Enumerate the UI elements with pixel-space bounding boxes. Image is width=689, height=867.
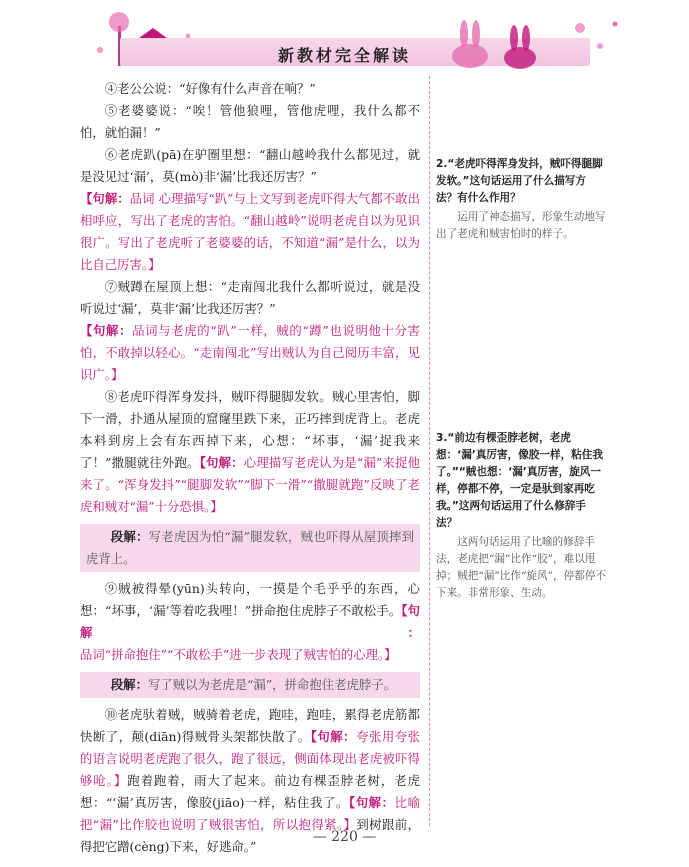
page-header	[0, 0, 689, 80]
summary-label: 段解：	[110, 677, 148, 692]
paragraph-10-text-b: 跑着跑着，雨大了起来。前边有棵歪脖老树，老虎想：“‘漏’真厉害，像胶(jiāo)一样，粘住我了。	[80, 773, 420, 810]
note-text: 品词 心理描写“趴”与上文写到老虎吓得大气都不敢出相呼应，写出了老虎的害怕。“翻山越岭”说明老虎自以为见识很广。写出了老虎听了老婆婆的话，不知道“漏”是什么，以为比自己厉害。】	[80, 191, 421, 272]
side-question-2	[436, 156, 606, 243]
note-tag: 【句解：	[199, 455, 244, 470]
paragraph-summary-1	[80, 524, 420, 572]
question-text: 3.“前边有棵歪脖老树，老虎想：‘漏’真厉害，像胶一样，粘住我了。”“贼也想：‘漏’真厉害，旋风一样，停都不停，一定是驮到家再吃我。”这两句话运用了什么修辞手法？	[436, 432, 603, 529]
note-text: 夸张用夸张的语言说明老虎跑了很久，跑了很远，侧面体现出老虎被吓得够呛。】	[80, 729, 420, 788]
paragraph-8	[80, 386, 420, 518]
main-text-column	[80, 78, 420, 858]
question-text: 2.“老虎吓得浑身发抖，贼吓得腿脚发软。”这句话运用了什么描写方法？有什么作用？	[436, 158, 603, 204]
note-text: 比喻把“漏”比作胶也说明了贼很害怕，所以抱得紧。】	[80, 795, 421, 832]
note-text: 品词“拼命抱住”“不敢松手”进一步表现了贼害怕的心理。】	[80, 647, 397, 662]
answer-text: 运用了神态描写，形象生动地写出了老虎和贼害怕时的样子。	[436, 211, 606, 240]
paragraph-6: ⑥老虎趴(pā)在驴圈里想：“翻山越岭我什么都见过，就是没见过‘漏’，莫(mò)非‘漏’比我还厉害？”	[80, 147, 420, 184]
paragraph-5: ⑤老婆婆说：“唉！管他狼哩，管他虎哩，我什么都不怕，就怕漏！”	[80, 103, 420, 140]
paragraph-9	[80, 578, 420, 666]
sentence-note-2	[80, 320, 420, 386]
book-title: 新教材完全解读	[277, 46, 411, 65]
column-divider	[429, 76, 430, 826]
paragraph-10-text-c: 到树跟前，得把它蹭(cèng)下来，好逃命。”	[80, 817, 421, 854]
paragraph-7: ⑦贼蹲在屋顶上想：“走南闯北我什么都听说过，就是没听说过‘漏’，莫非‘漏’比我还厉害？”	[80, 279, 420, 316]
paragraph-4: ④老公公说：“好像有什么声音在响？”	[104, 81, 316, 96]
note-tag: 【句解：	[80, 323, 133, 338]
note-tag: 【句解：	[348, 795, 395, 810]
summary-label: 段解：	[110, 529, 149, 544]
summary-text: 写老虎因为怕“漏”腿发软，贼也吓得从屋顶摔到虎背上。	[86, 529, 415, 566]
paragraph-9-text: ⑨贼被得晕(yūn)头转向，一摸是个毛乎乎的东西，心想：“坏事，‘漏’等着吃我哩！”拼命抱住虎脖子不敢松手。	[80, 581, 420, 618]
page-number: — 220 —	[312, 829, 377, 845]
side-question-3	[436, 430, 606, 602]
answer-text: 这两句话运用了比喻的修辞手法，老虎把“漏”比作“胶”，难以甩掉；贼把“漏”比作“旋风”，停都停不下来。非常形象、生动。	[436, 536, 606, 599]
note-tag: 【句解：	[310, 729, 357, 744]
note-tag: 【句解：	[80, 191, 130, 206]
bunny-decoration	[440, 6, 630, 74]
paragraph-summary-2	[80, 672, 420, 698]
paragraph-10-text-a: ⑩老虎驮着贼，贼骑着老虎，跑哇，跑哇，累得老虎筋都快断了，颠(diān)得贼骨头架都快散了。	[80, 707, 420, 744]
sentence-note-1	[80, 188, 420, 276]
note-text: 品词与老虎的“趴”一样，贼的“蹲”也说明他十分害怕，不敢掉以轻心。“走南闯北”写出贼认为自己阅历丰富，见识广。】	[80, 323, 420, 382]
paragraph-8-text: ⑧老虎吓得浑身发抖，贼吓得腿脚发软。贼心里害怕，脚下一滑，扑通从屋顶的窟窿里跌下来，正巧摔到虎背上。老虎本料到房上会有东西掉下来，心想：“坏事，‘漏’捉我来了！”撒腿就往外跑。	[80, 389, 420, 470]
note-text: 心理描写老虎认为是“漏”来捉他来了。“浑身发抖”“腿脚发软”“脚下一滑”“撒腿就跑”反映了老虎和贼对“漏”十分恐惧。】	[80, 455, 421, 514]
note-tag: 【句解：	[80, 603, 420, 640]
summary-text: 写了贼以为老虎是“漏”，拼命抱住老虎脖子。	[147, 677, 397, 692]
